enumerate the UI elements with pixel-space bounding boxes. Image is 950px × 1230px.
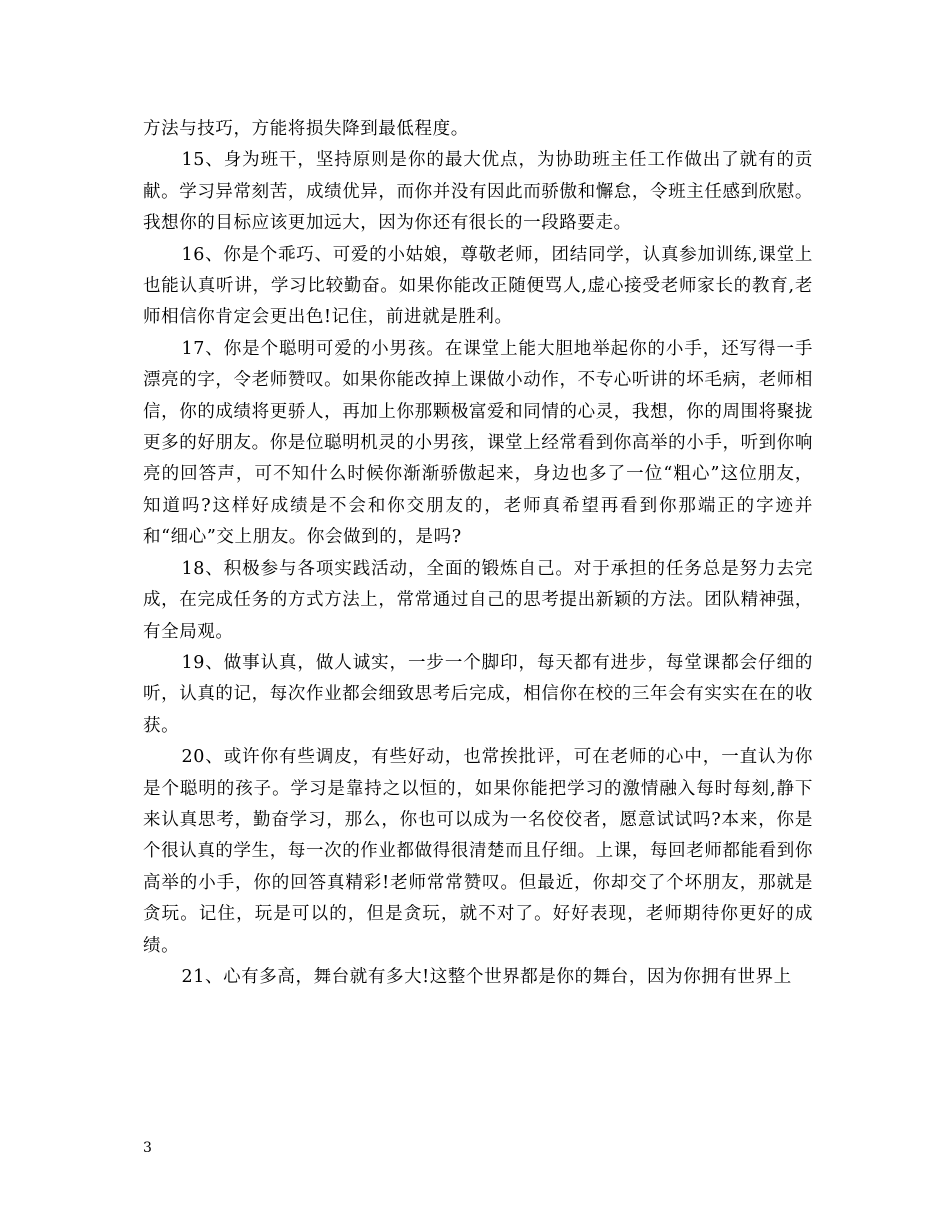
paragraph-21: 21、心有多高，舞台就有多大!这整个世界都是你的舞台，因为你拥有世界上	[181, 966, 792, 987]
paragraph-15: 15、身为班干，坚持原则是你的最大优点，为协助班主任工作做出了就有的贡献。学习异常刻苦，成绩优异，而你并没有因此而骄傲和懈怠，令班主任感到欣慰。我想你的目标应该更加远大，因为你还有很长的一段路要走。	[143, 150, 813, 234]
paragraph-17: 17、你是个聪明可爱的小男孩。在课堂上能大胆地举起你的小手，还写得一手漂亮的字，令老师赞叹。如果你能改掉上课做小动作，不专心听讲的坏毛病，老师相信，你的成绩将更骄人，再加上你那颗极富爱和同情的心灵，我想，你的周围将聚拢更多的好朋友。你是位聪明机灵的小男孩，课堂上经常看到你高举的小手，听到你响亮的回答声，可不知什么时候你渐渐骄傲起来，身边也多了一位“粗心”这位朋友，知道吗?这样好成绩是不会和你交朋友的，老师真希望再看到你那端正的字迹并和“细心”交上朋友。你会做到的，是吗?	[143, 338, 813, 548]
paragraph-19: 19、做事认真，做人诚实，一步一个脚印，每天都有进步，每堂课都会仔细的听，认真的记，每次作业都会细致思考后完成，相信你在校的三年会有实实在在的收获。	[143, 652, 813, 736]
body-text	[143, 114, 813, 993]
paragraph-16: 16、你是个乖巧、可爱的小姑娘，尊敬老师，团结同学，认真参加训练,课堂上也能认真听讲，学习比较勤奋。如果你能改正随便骂人,虚心接受老师家长的教育,老师相信你肯定会更出色!记住，前进就是胜利。	[143, 244, 813, 328]
paragraph-20: 20、或许你有些调皮，有些好动，也常挨批评，可在老师的心中，一直认为你是个聪明的孩子。学习是靠持之以恒的，如果你能把学习的激情融入每时每刻,静下来认真思考，勤奋学习，那么，你也可以成为一名佼佼者，愿意试试吗?本来，你是个很认真的学生，每一次的作业都做得很清楚而且仔细。上课，每回老师都能看到你高举的小手，你的回答真精彩!老师常常赞叹。但最近，你却交了个坏朋友，那就是贪玩。记住，玩是可以的，但是贪玩，就不对了。好好表现，老师期待你更好的成绩。	[143, 747, 813, 956]
page-number: 3	[143, 1140, 152, 1156]
paragraph-18: 18、积极参与各项实践活动，全面的锻炼自己。对于承担的任务总是努力去完成，在完成任务的方式方法上，常常通过自己的思考提出新颖的方法。团队精神强，有全局观。	[143, 558, 813, 642]
paragraph-continuation: 方法与技巧，方能将损失降到最低程度。	[143, 119, 469, 139]
